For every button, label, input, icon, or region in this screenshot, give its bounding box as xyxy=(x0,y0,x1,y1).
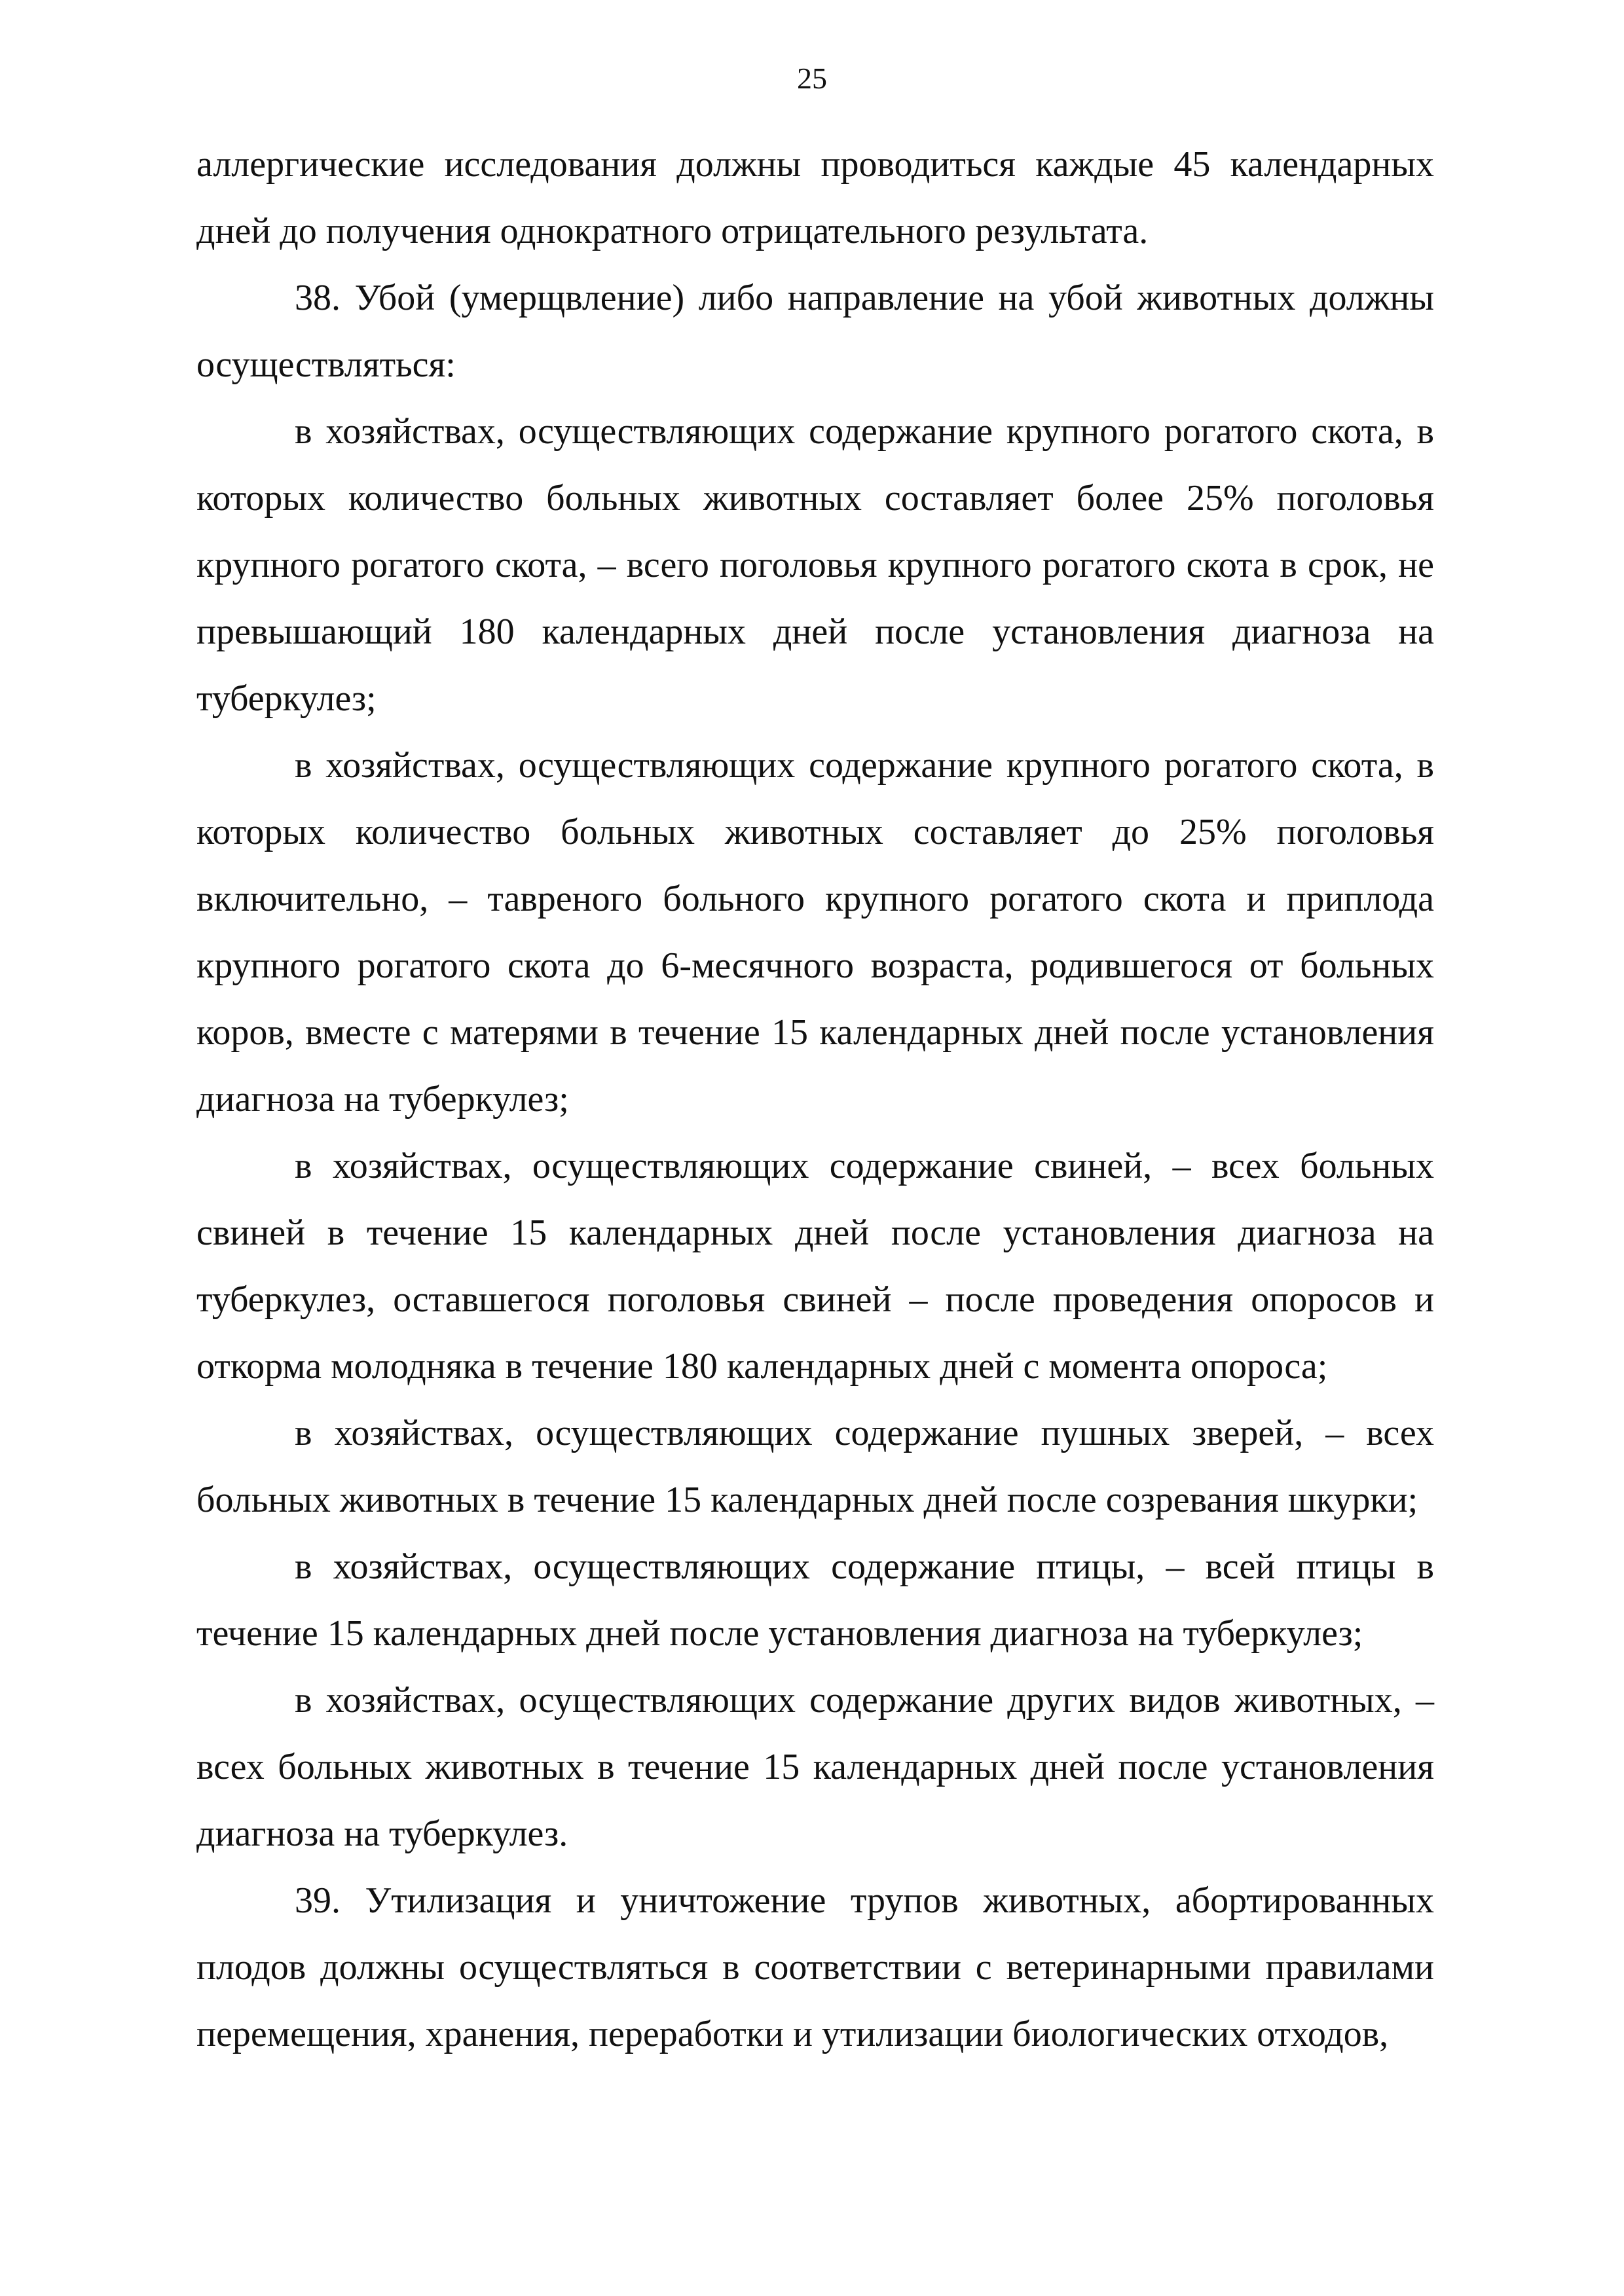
page-number: 25 xyxy=(797,62,827,95)
paragraph-38-pigs: в хозяйствах, осуществляющих содержание свиней, – всех больных свиней в течение 15 календарных дней после установления диагноза на туберкулез, оставшегося поголовья свиней – после проведения опоросов и откорма молодняка в течение 180 календарных дней с момента опороса; xyxy=(196,1146,1434,1387)
document-body xyxy=(196,131,1434,2068)
paragraph-continuation: аллергические исследования должны проводиться каждые 45 календарных дней до получения однократного отрицательного результата. xyxy=(196,144,1434,251)
paragraph-38-other-animals: в хозяйствах, осуществляющих содержание других видов животных, – всех больных животных в течение 15 календарных дней после установления диагноза на туберкулез. xyxy=(196,1680,1434,1854)
paragraph-38-cattle-up-to-25: в хозяйствах, осуществляющих содержание крупного рогатого скота, в которых количество больных животных составляет до 25% поголовья включительно, – тавреного больного крупного рогатого скота и приплода крупного рогатого скота до 6-месячного возраста, родившегося от больных коров, вместе с матерями в течение 15 календарных дней после установления диагноза на туберкулез; xyxy=(196,745,1434,1120)
paragraph-38-cattle-over-25: в хозяйствах, осуществляющих содержание крупного рогатого скота, в которых количество больных животных составляет более 25% поголовья крупного рогатого скота, – всего поголовья крупного рогатого скота в срок, не превышающий 180 календарных дней после установления диагноза на туберкулез; xyxy=(196,411,1434,719)
paragraph-38-poultry: в хозяйствах, осуществляющих содержание птицы, – всей птицы в течение 15 календарных дней после установления диагноза на туберкулез; xyxy=(196,1546,1434,1654)
paragraph-38: 38. Убой (умерщвление) либо направление на убой животных должны осуществляться: xyxy=(196,278,1434,385)
paragraph-39: 39. Утилизация и уничтожение трупов животных, абортированных плодов должны осуществляться в соответствии с ветеринарными правилами перемещения, хранения, переработки и утилизации биологических отходов, xyxy=(196,1880,1434,2054)
paragraph-38-fur-animals: в хозяйствах, осуществляющих содержание пушных зверей, – всех больных животных в течение 15 календарных дней после созревания шкурки; xyxy=(196,1413,1434,1520)
